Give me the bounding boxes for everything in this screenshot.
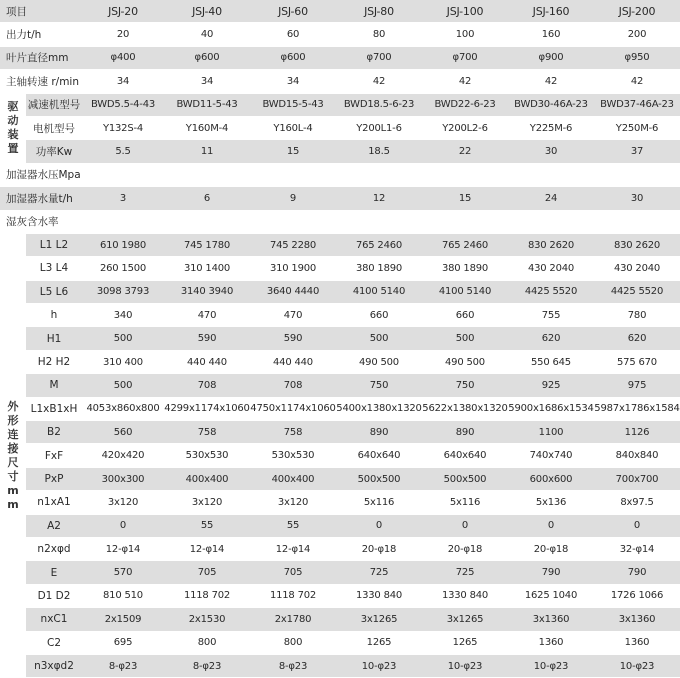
table-cell: 60 <box>250 23 336 46</box>
table-cell: 40 <box>164 23 250 46</box>
row-label: 加湿器水量t/h <box>0 187 82 210</box>
table-cell: Y250M-6 <box>594 116 680 139</box>
row-label: L1 L2 <box>26 233 82 256</box>
table-cell: 1330 840 <box>422 584 508 607</box>
table-cell <box>250 163 336 186</box>
table-cell: BWD22-6-23 <box>422 93 508 116</box>
table-cell: 790 <box>594 561 680 584</box>
table-cell: 660 <box>336 304 422 327</box>
table-cell: 708 <box>250 374 336 397</box>
table-row <box>0 116 680 139</box>
table-cell: 470 <box>164 304 250 327</box>
table-cell: 1360 <box>508 631 594 654</box>
table-cell: 890 <box>336 421 422 444</box>
table-row <box>0 23 680 46</box>
table-row <box>0 93 680 116</box>
table-row <box>0 163 680 186</box>
model-header: JSJ-20 <box>82 0 164 23</box>
table-cell <box>594 163 680 186</box>
table-cell: 890 <box>422 421 508 444</box>
table-cell: φ950 <box>594 46 680 69</box>
row-label: PxP <box>26 467 82 490</box>
table-cell: 500 <box>336 327 422 350</box>
table-cell: 5987x1786x1584 <box>594 397 680 420</box>
table-cell: 55 <box>250 514 336 537</box>
table-cell: 55 <box>164 514 250 537</box>
table-cell: 2x1509 <box>82 608 164 631</box>
table-row <box>0 421 680 444</box>
row-group-label <box>0 93 26 163</box>
table-cell: 1126 <box>594 421 680 444</box>
table-cell: φ900 <box>508 46 594 69</box>
table-cell: 380 1890 <box>422 257 508 280</box>
table-cell: 42 <box>594 70 680 93</box>
table-cell: 1625 1040 <box>508 584 594 607</box>
table-cell: 700x700 <box>594 467 680 490</box>
row-label: H1 <box>26 327 82 350</box>
table-cell: 725 <box>422 561 508 584</box>
table-cell: φ700 <box>336 46 422 69</box>
table-cell: 37 <box>594 140 680 163</box>
table-row <box>0 467 680 490</box>
table-cell: 200 <box>594 23 680 46</box>
table-cell: 1265 <box>336 631 422 654</box>
table-cell: 830 2620 <box>594 233 680 256</box>
table-cell: 570 <box>82 561 164 584</box>
table-cell <box>82 163 164 186</box>
table-cell: 5400x1380x1320 <box>336 397 422 420</box>
table-cell: 758 <box>164 421 250 444</box>
table-cell: 620 <box>508 327 594 350</box>
table-cell: 5622x1380x1320 <box>422 397 508 420</box>
table-row <box>0 257 680 280</box>
table-row <box>0 187 680 210</box>
table-cell: 0 <box>422 514 508 537</box>
table-cell: 32-φ14 <box>594 537 680 560</box>
table-row <box>0 0 680 23</box>
row-label: A2 <box>26 514 82 537</box>
table-cell: 575 670 <box>594 350 680 373</box>
row-label: L1xB1xH <box>26 397 82 420</box>
table-row <box>0 140 680 163</box>
row-label: 电机型号 <box>26 116 82 139</box>
table-cell: 4299x1174x1060 <box>164 397 250 420</box>
table-cell: 1118 702 <box>250 584 336 607</box>
model-header: JSJ-200 <box>594 0 680 23</box>
table-cell: 430 2040 <box>594 257 680 280</box>
table-cell: 3098 3793 <box>82 280 164 303</box>
table-cell: 12-φ14 <box>164 537 250 560</box>
table-cell: 34 <box>82 70 164 93</box>
table-row <box>0 397 680 420</box>
model-header: JSJ-80 <box>336 0 422 23</box>
table-row <box>0 374 680 397</box>
table-cell: 765 2460 <box>336 233 422 256</box>
table-cell <box>336 163 422 186</box>
table-cell: 500x500 <box>422 467 508 490</box>
table-cell: 5x136 <box>508 491 594 514</box>
row-label: n2xφd <box>26 537 82 560</box>
table-cell: 430 2040 <box>508 257 594 280</box>
row-label: H2 H2 <box>26 350 82 373</box>
table-cell: 0 <box>336 514 422 537</box>
table-cell: 765 2460 <box>422 233 508 256</box>
table-row <box>0 514 680 537</box>
group-label-text: 外形连接尺寸mm <box>7 399 19 511</box>
table-cell <box>250 210 336 233</box>
model-header: JSJ-40 <box>164 0 250 23</box>
table-cell: 745 2280 <box>250 233 336 256</box>
table-cell <box>82 210 164 233</box>
table-cell: 310 1900 <box>250 257 336 280</box>
table-cell: Y132S-4 <box>82 116 164 139</box>
table-cell: 708 <box>164 374 250 397</box>
row-label: 减速机型号 <box>26 93 82 116</box>
table-cell: 3x120 <box>250 491 336 514</box>
table-cell: 340 <box>82 304 164 327</box>
table-cell: 260 1500 <box>82 257 164 280</box>
table-cell: BWD30-46A-23 <box>508 93 594 116</box>
table-cell: Y200L2-6 <box>422 116 508 139</box>
table-cell: 800 <box>250 631 336 654</box>
table-row <box>0 304 680 327</box>
table-cell: 30 <box>508 140 594 163</box>
table-cell: 42 <box>336 70 422 93</box>
table-cell: 12-φ14 <box>250 537 336 560</box>
table-cell: 745 1780 <box>164 233 250 256</box>
table-cell <box>508 163 594 186</box>
table-cell: 1118 702 <box>164 584 250 607</box>
table-cell: 1100 <box>508 421 594 444</box>
table-cell: 790 <box>508 561 594 584</box>
row-label: 叶片直径mm <box>0 46 82 69</box>
table-cell: 740x740 <box>508 444 594 467</box>
table-cell: 490 500 <box>422 350 508 373</box>
row-label: h <box>26 304 82 327</box>
table-cell: 18.5 <box>336 140 422 163</box>
table-cell: 4425 5520 <box>594 280 680 303</box>
table-row <box>0 210 680 233</box>
table-row <box>0 233 680 256</box>
table-cell: BWD11-5-43 <box>164 93 250 116</box>
table-cell: 2x1780 <box>250 608 336 631</box>
table-cell: 705 <box>164 561 250 584</box>
row-label: L5 L6 <box>26 280 82 303</box>
table-cell: 24 <box>508 187 594 210</box>
table-cell: 20 <box>82 23 164 46</box>
table-row <box>0 654 680 677</box>
table-cell: 42 <box>508 70 594 93</box>
table-cell: 8-φ23 <box>164 654 250 677</box>
table-cell: 750 <box>422 374 508 397</box>
row-label: 湿灰含水率 <box>0 210 82 233</box>
table-cell: 8-φ23 <box>82 654 164 677</box>
table-cell: 3x1360 <box>594 608 680 631</box>
row-label: n3xφd2 <box>26 654 82 677</box>
table-cell: 10-φ23 <box>422 654 508 677</box>
table-row <box>0 70 680 93</box>
table-cell: 160 <box>508 23 594 46</box>
table-cell: 310 400 <box>82 350 164 373</box>
table-row <box>0 608 680 631</box>
table-cell: 3x1265 <box>422 608 508 631</box>
table-cell: 1330 840 <box>336 584 422 607</box>
row-label: n1xA1 <box>26 491 82 514</box>
table-cell: 755 <box>508 304 594 327</box>
table-cell: 1265 <box>422 631 508 654</box>
table-cell: 380 1890 <box>336 257 422 280</box>
table-cell: 80 <box>336 23 422 46</box>
table-cell: 800 <box>164 631 250 654</box>
row-label: D1 D2 <box>26 584 82 607</box>
table-cell: 15 <box>422 187 508 210</box>
table-cell: 490 500 <box>336 350 422 373</box>
table-cell: 400x400 <box>164 467 250 490</box>
table-cell: 8-φ23 <box>250 654 336 677</box>
table-cell: 695 <box>82 631 164 654</box>
table-cell: 705 <box>250 561 336 584</box>
table-cell: 500 <box>82 374 164 397</box>
table-cell: 310 1400 <box>164 257 250 280</box>
table-cell: 22 <box>422 140 508 163</box>
table-row <box>0 537 680 560</box>
table-cell: 590 <box>164 327 250 350</box>
table-cell: 100 <box>422 23 508 46</box>
table-cell: 3x1265 <box>336 608 422 631</box>
table-cell: BWD37-46A-23 <box>594 93 680 116</box>
table-cell: 830 2620 <box>508 233 594 256</box>
table-cell: 9 <box>250 187 336 210</box>
row-label: 加湿器水压Mpa <box>0 163 82 186</box>
table-cell: 10-φ23 <box>594 654 680 677</box>
row-label: nxC1 <box>26 608 82 631</box>
table-cell: Y200L1-6 <box>336 116 422 139</box>
group-label-text: 驱动装置 <box>7 100 19 156</box>
row-label: FxF <box>26 444 82 467</box>
table-cell: 11 <box>164 140 250 163</box>
table-cell: 550 645 <box>508 350 594 373</box>
table-cell: φ700 <box>422 46 508 69</box>
model-header: JSJ-60 <box>250 0 336 23</box>
table-cell: 4053x860x800 <box>82 397 164 420</box>
table-cell: 3x120 <box>82 491 164 514</box>
table-cell: 3x1360 <box>508 608 594 631</box>
table-cell: BWD5.5-4-43 <box>82 93 164 116</box>
table-cell: 780 <box>594 304 680 327</box>
table-cell: 840x840 <box>594 444 680 467</box>
table-cell: 620 <box>594 327 680 350</box>
table-cell: 4100 5140 <box>422 280 508 303</box>
table-cell: BWD15-5-43 <box>250 93 336 116</box>
table-cell: 400x400 <box>250 467 336 490</box>
row-label: 项目 <box>0 0 82 23</box>
table-row <box>0 350 680 373</box>
table-row <box>0 327 680 350</box>
table-cell: 530x530 <box>164 444 250 467</box>
table-cell: 810 510 <box>82 584 164 607</box>
table-cell: 5x116 <box>336 491 422 514</box>
table-cell: φ400 <box>82 46 164 69</box>
table-cell: 500x500 <box>336 467 422 490</box>
table-cell: 440 440 <box>250 350 336 373</box>
table-cell: 34 <box>250 70 336 93</box>
table-cell: 300x300 <box>82 467 164 490</box>
table-cell: 1360 <box>594 631 680 654</box>
table-cell: 4750x1174x1060 <box>250 397 336 420</box>
table-row <box>0 491 680 514</box>
table-cell: 610 1980 <box>82 233 164 256</box>
table-cell: 10-φ23 <box>508 654 594 677</box>
table-cell: 6 <box>164 187 250 210</box>
table-cell: 5.5 <box>82 140 164 163</box>
row-group-label <box>0 233 26 677</box>
table-cell: 15 <box>250 140 336 163</box>
table-cell: 5x116 <box>422 491 508 514</box>
table-cell: 0 <box>508 514 594 537</box>
table-cell: 600x600 <box>508 467 594 490</box>
table-cell: 560 <box>82 421 164 444</box>
table-row <box>0 631 680 654</box>
table-cell: 750 <box>336 374 422 397</box>
table-cell: 20-φ18 <box>336 537 422 560</box>
table-cell: 0 <box>82 514 164 537</box>
table-cell <box>164 163 250 186</box>
table-cell: BWD18.5-6-23 <box>336 93 422 116</box>
table-cell: 470 <box>250 304 336 327</box>
table-cell: 530x530 <box>250 444 336 467</box>
row-label: B2 <box>26 421 82 444</box>
table-cell: Y160L-4 <box>250 116 336 139</box>
table-cell <box>508 210 594 233</box>
table-cell: 10-φ23 <box>336 654 422 677</box>
table-row <box>0 444 680 467</box>
row-label: L3 L4 <box>26 257 82 280</box>
table-cell: 660 <box>422 304 508 327</box>
table-cell: 640x640 <box>422 444 508 467</box>
table-cell: 12-φ14 <box>82 537 164 560</box>
row-label: M <box>26 374 82 397</box>
table-cell: 3x120 <box>164 491 250 514</box>
table-cell: 5900x1686x1534 <box>508 397 594 420</box>
table-row <box>0 584 680 607</box>
table-cell: 30 <box>594 187 680 210</box>
table-cell: 725 <box>336 561 422 584</box>
table-row <box>0 561 680 584</box>
table-cell: Y225M-6 <box>508 116 594 139</box>
table-cell <box>594 210 680 233</box>
model-header: JSJ-100 <box>422 0 508 23</box>
table-cell: 3 <box>82 187 164 210</box>
table-cell: 500 <box>422 327 508 350</box>
table-cell: 42 <box>422 70 508 93</box>
row-label: C2 <box>26 631 82 654</box>
table-cell: 440 440 <box>164 350 250 373</box>
table-cell: 640x640 <box>336 444 422 467</box>
table-cell: 420x420 <box>82 444 164 467</box>
table-cell: φ600 <box>250 46 336 69</box>
table-cell: 2x1530 <box>164 608 250 631</box>
table-cell: 8x97.5 <box>594 491 680 514</box>
table-row <box>0 46 680 69</box>
table-cell: 590 <box>250 327 336 350</box>
row-label: 功率Kw <box>26 140 82 163</box>
table-cell: 3640 4440 <box>250 280 336 303</box>
table-cell: 0 <box>594 514 680 537</box>
model-header: JSJ-160 <box>508 0 594 23</box>
table-cell <box>422 163 508 186</box>
table-cell: 925 <box>508 374 594 397</box>
table-cell: 12 <box>336 187 422 210</box>
row-label: 主轴转速 r/min <box>0 70 82 93</box>
table-cell: 500 <box>82 327 164 350</box>
table-cell: 20-φ18 <box>508 537 594 560</box>
row-label: E <box>26 561 82 584</box>
table-cell: 4100 5140 <box>336 280 422 303</box>
table-row <box>0 280 680 303</box>
table-cell <box>422 210 508 233</box>
table-cell: 975 <box>594 374 680 397</box>
table-cell: 1726 1066 <box>594 584 680 607</box>
table-cell: 3140 3940 <box>164 280 250 303</box>
table-cell: 758 <box>250 421 336 444</box>
row-label: 出力t/h <box>0 23 82 46</box>
table-cell: 20-φ18 <box>422 537 508 560</box>
table-cell: Y160M-4 <box>164 116 250 139</box>
table-cell: 34 <box>164 70 250 93</box>
table-cell <box>164 210 250 233</box>
table-cell: 4425 5520 <box>508 280 594 303</box>
table-cell: φ600 <box>164 46 250 69</box>
table-cell <box>336 210 422 233</box>
